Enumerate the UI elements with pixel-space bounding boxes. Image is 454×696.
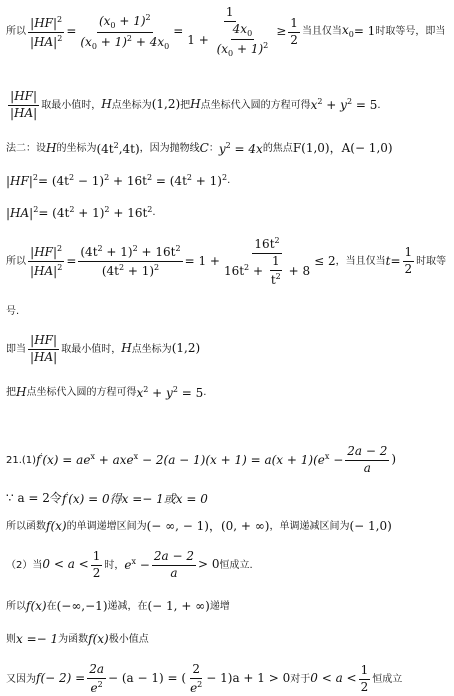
frac-hf-ha: $\frac{|HF|^2}{|HA|^2}$ [30, 14, 63, 49]
q21-part2: （2）当 0 < a < $\frac{1}{2}$ 时， $e^x$ − $\frac{2a - 2}{a}$ > 0 恒成立. [6, 549, 253, 580]
q21-critical-points: ∵ a = 2令 f′(x) = 0得x =− 1或x = 0 [6, 491, 208, 506]
text-min-value-1: $\frac{|HF|}{|HA|}$ 取最小值时， H 点坐标为 (1,2) 把 H 点坐标代入圆的方程可得 $x^2 + y^2 = 5$ . [10, 89, 381, 120]
q21-min-point: 则 x =− 1 为函数 f(x) 极小值点 [6, 632, 149, 646]
eq-ha-squared: $|HA|^2$ = $(4t^2 + 1)^2 + 16t^2$ . [6, 205, 156, 220]
q21-monotonic-2: 所以 f(x) 在 (−∞,−1) 递减，在 (− 1, + ∞) 递增 [6, 599, 230, 613]
text-prefix: 所以 [6, 26, 26, 38]
q21-f-minus-2: 又因为 f(− 2) = $\frac{2a}{e^2}$ − (a − 1) = ( $\frac{2}{e^2}$ − 1)a + 1 > 0 对于 0 < a < $\frac{1}{2}$ 恒成立 [6, 662, 403, 695]
q21-part1: 21.(1) $f'(x) = ae^x + axe^x - 2(a - 1)(x + 1) = a(x + 1)(e^x$ − $\frac{2a - 2}{a}$ ) [6, 444, 397, 475]
frac-x0: $\frac{(x_0 + 1)^2}{(x_0 + 1)^2 + 4x_0}$ [80, 13, 170, 51]
eq-hf-squared: $|HF|^2$ = $(4t^2 - 1)^2 + 16t^2 = (4t^2 + 1)^2$ . [6, 173, 231, 188]
text-wrap: 号. [6, 306, 20, 317]
frac-half: $\frac{1}{2}$ [290, 15, 298, 47]
text-min-value-2: 即当 $\frac{|HF|}{|HA|}$ 取最小值时， H 点坐标为 (1,2) [6, 333, 201, 364]
q21-monotonic: 所以函数 f(x) 的单调递增区间为 (− ∞, − 1) ， (0, + ∞) ，单调递减区间为 (− 1,0) [6, 519, 392, 533]
eq-ratio-method2: 所以 $\frac{|HF|^2}{|HA|^2}$ = $\frac{(4t^2 + 1)^2 + 16t^2}{(4t^2 + 1)^2}$ = 1 + $16t^2$ $16t^2$ + $\frac{1}{t^2}$ + 8 ≤ 2 ，当且仅当 t = $\frac{1}{2}$ 时取等 [6, 236, 447, 287]
text-method2: 法二：设 H 的坐标为 $(4t^2,4t)$ ，因为抛物线 C ： $y^2 = 4x$ 的焦点 F(1,0) ，A(− 1,0) [6, 141, 393, 156]
text-circle-eq: 把 H 点坐标代入圆的方程可得 $x^2 + y^2 = 5$ . [6, 385, 207, 400]
eq-ratio-method1: 所以 $\frac{|HF|^2}{|HA|^2}$ = $\frac{(x_0 + 1)^2}{(x_0 + 1)^2 + 4x_0}$ = 1 1 + $\frac{4x_0}{(x_0 + 1)^2}$ ≥ $\frac{1}{2}$ 当且仅当 $x_0$ = 1 时取等号，即当 [6, 5, 446, 58]
frac-complex: 1 1 + $\frac{4x_0}{(x_0 + 1)^2}$ [187, 5, 269, 58]
